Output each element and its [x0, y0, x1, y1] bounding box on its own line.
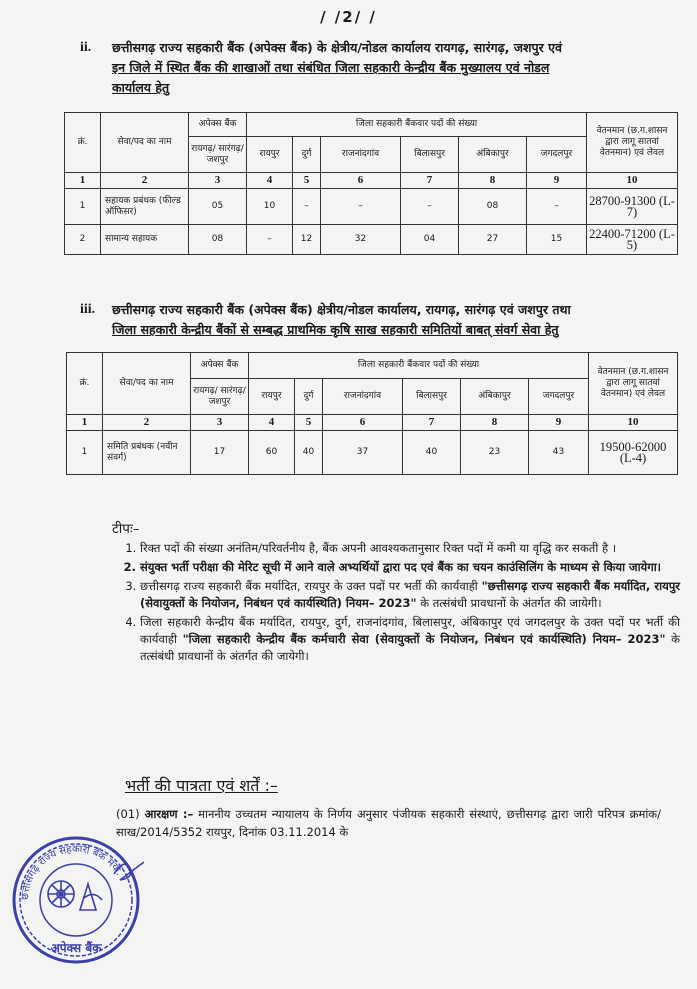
note-rule-name: "जिला सहकारी केन्द्रीय बैंक कर्मचारी सेवा (सेवायुक्तों के नियोजन, निबंधन एवं कार्यस्थिति) नियम– 2023"	[182, 632, 666, 646]
district-cell: 15	[527, 225, 587, 255]
index-cell: 9	[527, 173, 587, 189]
col-header-district: दुर्ग	[295, 379, 323, 415]
district-cell: 60	[249, 431, 295, 475]
section-iii-line1: छत्तीसगढ़ राज्य सहकारी बैंक (अपेक्स बैंक) क्षेत्रीय/नोडल कार्यालय, रायगढ़, सारंगढ़ एवं जशपुर तथा	[112, 302, 571, 317]
pay-cell: 22400-71200 (L-5)	[587, 225, 678, 255]
district-cell: 40	[403, 431, 461, 475]
table-ii	[64, 112, 678, 255]
index-cell: 5	[295, 415, 323, 431]
col-header-district: रायपुर	[247, 137, 293, 173]
col-header-district: बिलासपुर	[401, 137, 459, 173]
seal-emblem-icon	[48, 881, 102, 910]
index-row	[65, 173, 678, 189]
col-header-district-group: जिला सहकारी बैंकवार पदों की संख्या	[249, 353, 589, 379]
note-item	[140, 578, 680, 612]
table-row	[65, 225, 678, 255]
col-header-post: सेवा/पद का नाम	[103, 353, 191, 415]
district-cell: –	[527, 189, 587, 225]
district-cell: 40	[295, 431, 323, 475]
index-cell: 1	[67, 415, 103, 431]
col-header-district: अंबिकापुर	[459, 137, 527, 173]
index-cell: 7	[401, 173, 459, 189]
note-text: जिला सहकारी केन्द्रीय बैंक मर्यादित, रायपुर, दुर्ग, राजनांदगांव, बिलासपुर, अंबिकापुर एवं जगदलपुर के उक्त पदों पर भर्ती की कार्यवाही	[140, 615, 680, 646]
index-cell: 2	[103, 415, 191, 431]
col-header-district: दुर्ग	[293, 137, 321, 173]
col-header-post: सेवा/पद का नाम	[101, 113, 189, 173]
col-header-district: जगदलपुर	[529, 379, 589, 415]
index-cell: 1	[65, 173, 101, 189]
district-cell: 27	[459, 225, 527, 255]
district-cell: 32	[321, 225, 401, 255]
col-header-district: बिलासपुर	[403, 379, 461, 415]
col-header-apex-sub: रायगढ़/ सारंगढ़/ जशपुर	[191, 379, 249, 415]
page-number: / /2/ /	[320, 8, 377, 26]
district-cell: 10	[247, 189, 293, 225]
note-text: संयुक्त भर्ती परीक्षा की मेरिट सूची में आने वाले अभ्यर्थियों द्वारा पद एवं बैंक का चयन काउंसिलिंग के माध्यम से किया जायेगा।	[140, 560, 662, 574]
index-cell: 7	[403, 415, 461, 431]
district-cell: –	[401, 189, 459, 225]
sr-cell: 1	[67, 431, 103, 475]
col-header-apex: अपेक्स बैंक	[191, 353, 249, 379]
col-header-district: राजनांदगांव	[321, 137, 401, 173]
index-cell: 2	[101, 173, 189, 189]
index-cell: 6	[323, 415, 403, 431]
district-cell: 43	[529, 431, 589, 475]
section-ii-line1: छत्तीसगढ़ राज्य सहकारी बैंक (अपेक्स बैंक) के क्षेत्रीय/नोडल कार्यालय रायगढ़, सारंगढ़, जशपुर एवं	[112, 40, 562, 55]
index-cell: 4	[249, 415, 295, 431]
section-ii-heading	[80, 38, 664, 98]
district-cell: –	[293, 189, 321, 225]
index-cell: 4	[247, 173, 293, 189]
paragraph-number: (01)	[116, 807, 140, 821]
pay-cell: 19500-62000 (L-4)	[589, 431, 678, 475]
index-cell: 3	[189, 173, 247, 189]
sr-cell: 1	[65, 189, 101, 225]
district-cell: 23	[461, 431, 529, 475]
bank-seal	[6, 828, 144, 970]
apex-cell: 08	[189, 225, 247, 255]
col-header-apex-sub: रायगढ़/ सारंगढ़/ जशपुर	[189, 137, 247, 173]
index-row	[67, 415, 678, 431]
sr-cell: 2	[65, 225, 101, 255]
section-ii-number: ii.	[80, 40, 92, 55]
note-text: के तत्संबंधी प्रावधानों के अंतर्गत की जायेगी।	[140, 632, 680, 663]
post-cell: सामान्य सहायक	[101, 225, 189, 255]
apex-cell: 17	[191, 431, 249, 475]
index-cell: 6	[321, 173, 401, 189]
apex-cell: 05	[189, 189, 247, 225]
eligibility-title: भर्ती की पात्रता एवं शर्तें :–	[125, 776, 278, 795]
section-iii-heading	[80, 300, 672, 340]
eligibility-paragraph	[116, 805, 661, 841]
table-row	[67, 431, 678, 475]
note-text: रिक्त पदों की संख्या अनंतिम/परिवर्तनीय है, बैंक अपनी आवश्यकतानुसार रिक्त पदों में कमी या वृद्धि कर सकती है ।	[140, 541, 617, 555]
note-rule-name: "छत्तीसगढ़ राज्य सहकारी बैंक मर्यादित, रायपुर (सेवायुक्तों के नियोजन, निबंधन एवं कार्यस्थिति) नियम– 2023"	[140, 579, 680, 610]
col-header-district: राजनांदगांव	[323, 379, 403, 415]
paragraph-label: आरक्षण :–	[144, 807, 194, 821]
district-cell: 37	[323, 431, 403, 475]
table-row	[65, 189, 678, 225]
col-header-pay: वेतनमान (छ.ग.शासन द्वारा लागू सातवां वेतनमान) एवं लेवल	[589, 353, 678, 415]
index-cell: 5	[293, 173, 321, 189]
index-cell: 8	[461, 415, 529, 431]
index-cell: 9	[529, 415, 589, 431]
paragraph-text: माननीय उच्चतम न्यायालय के निर्णय अनुसार पंजीयक सहकारी संस्थाएं, छत्तीसगढ़ द्वारा जारी परिपत्र क्रमांक/साख/2014/5352 रायपुर, दिनांक 03.11.2014 के	[116, 807, 662, 839]
note-text: के तत्संबंधी प्रावधानों के अंतर्गत की जायेगी।	[416, 596, 602, 610]
district-cell: 08	[459, 189, 527, 225]
index-cell: 3	[191, 415, 249, 431]
table-iii	[66, 352, 678, 475]
col-header-pay: वेतनमान (छ.ग.शासन द्वारा लागू सातवां वेतनमान) एवं लेवल	[587, 113, 678, 173]
district-cell: 04	[401, 225, 459, 255]
pay-cell: 28700-91300 (L-7)	[587, 189, 678, 225]
col-header-sr: क्रं.	[67, 353, 103, 415]
section-ii-line3: कार्यालय हेतु	[112, 80, 170, 95]
post-cell: समिति प्रबंधक (नवीन संवर्ग)	[103, 431, 191, 475]
section-iii-line2: जिला सहकारी केन्द्रीय बैंकों से सम्बद्ध प्राथमिक कृषि साख सहकारी समितियों बाबत् संवर्ग सेवा हेतु	[112, 322, 559, 337]
seal-text-bottom: अपेक्स बैंक	[50, 941, 102, 955]
col-header-sr: क्रं.	[65, 113, 101, 173]
note-item	[140, 614, 680, 665]
col-header-apex: अपेक्स बैंक	[189, 113, 247, 137]
post-cell: सहायक प्रबंधक (फील्ड ऑफिसर)	[101, 189, 189, 225]
index-cell: 10	[589, 415, 678, 431]
note-text: छत्तीसगढ़ राज्य सहकारी बैंक मर्यादित, रायपुर के उक्त पदों पर भर्ती की कार्यवाही	[140, 579, 478, 593]
notes-title: टीपः–	[112, 521, 140, 537]
col-header-district: रायपुर	[249, 379, 295, 415]
index-cell: 10	[587, 173, 678, 189]
district-cell: 12	[293, 225, 321, 255]
note-item	[140, 540, 680, 557]
col-header-district: अंबिकापुर	[461, 379, 529, 415]
section-iii-number: iii.	[80, 302, 96, 317]
section-ii-line2: इन जिले में स्थित बैंक की शाखाओं तथा संबंधित जिला सहकारी केन्द्रीय बैंक मुख्यालय एवं नोडल	[112, 60, 550, 75]
note-item	[140, 559, 680, 576]
seal-text-top: छत्तीसगढ़ राज्य सहकारी बैंक मर्या.	[19, 843, 125, 901]
index-cell: 8	[459, 173, 527, 189]
district-cell: –	[321, 189, 401, 225]
col-header-district-group: जिला सहकारी बैंकवार पदों की संख्या	[247, 113, 587, 137]
district-cell: –	[247, 225, 293, 255]
col-header-district: जगदलपुर	[527, 137, 587, 173]
notes-list	[122, 540, 680, 667]
